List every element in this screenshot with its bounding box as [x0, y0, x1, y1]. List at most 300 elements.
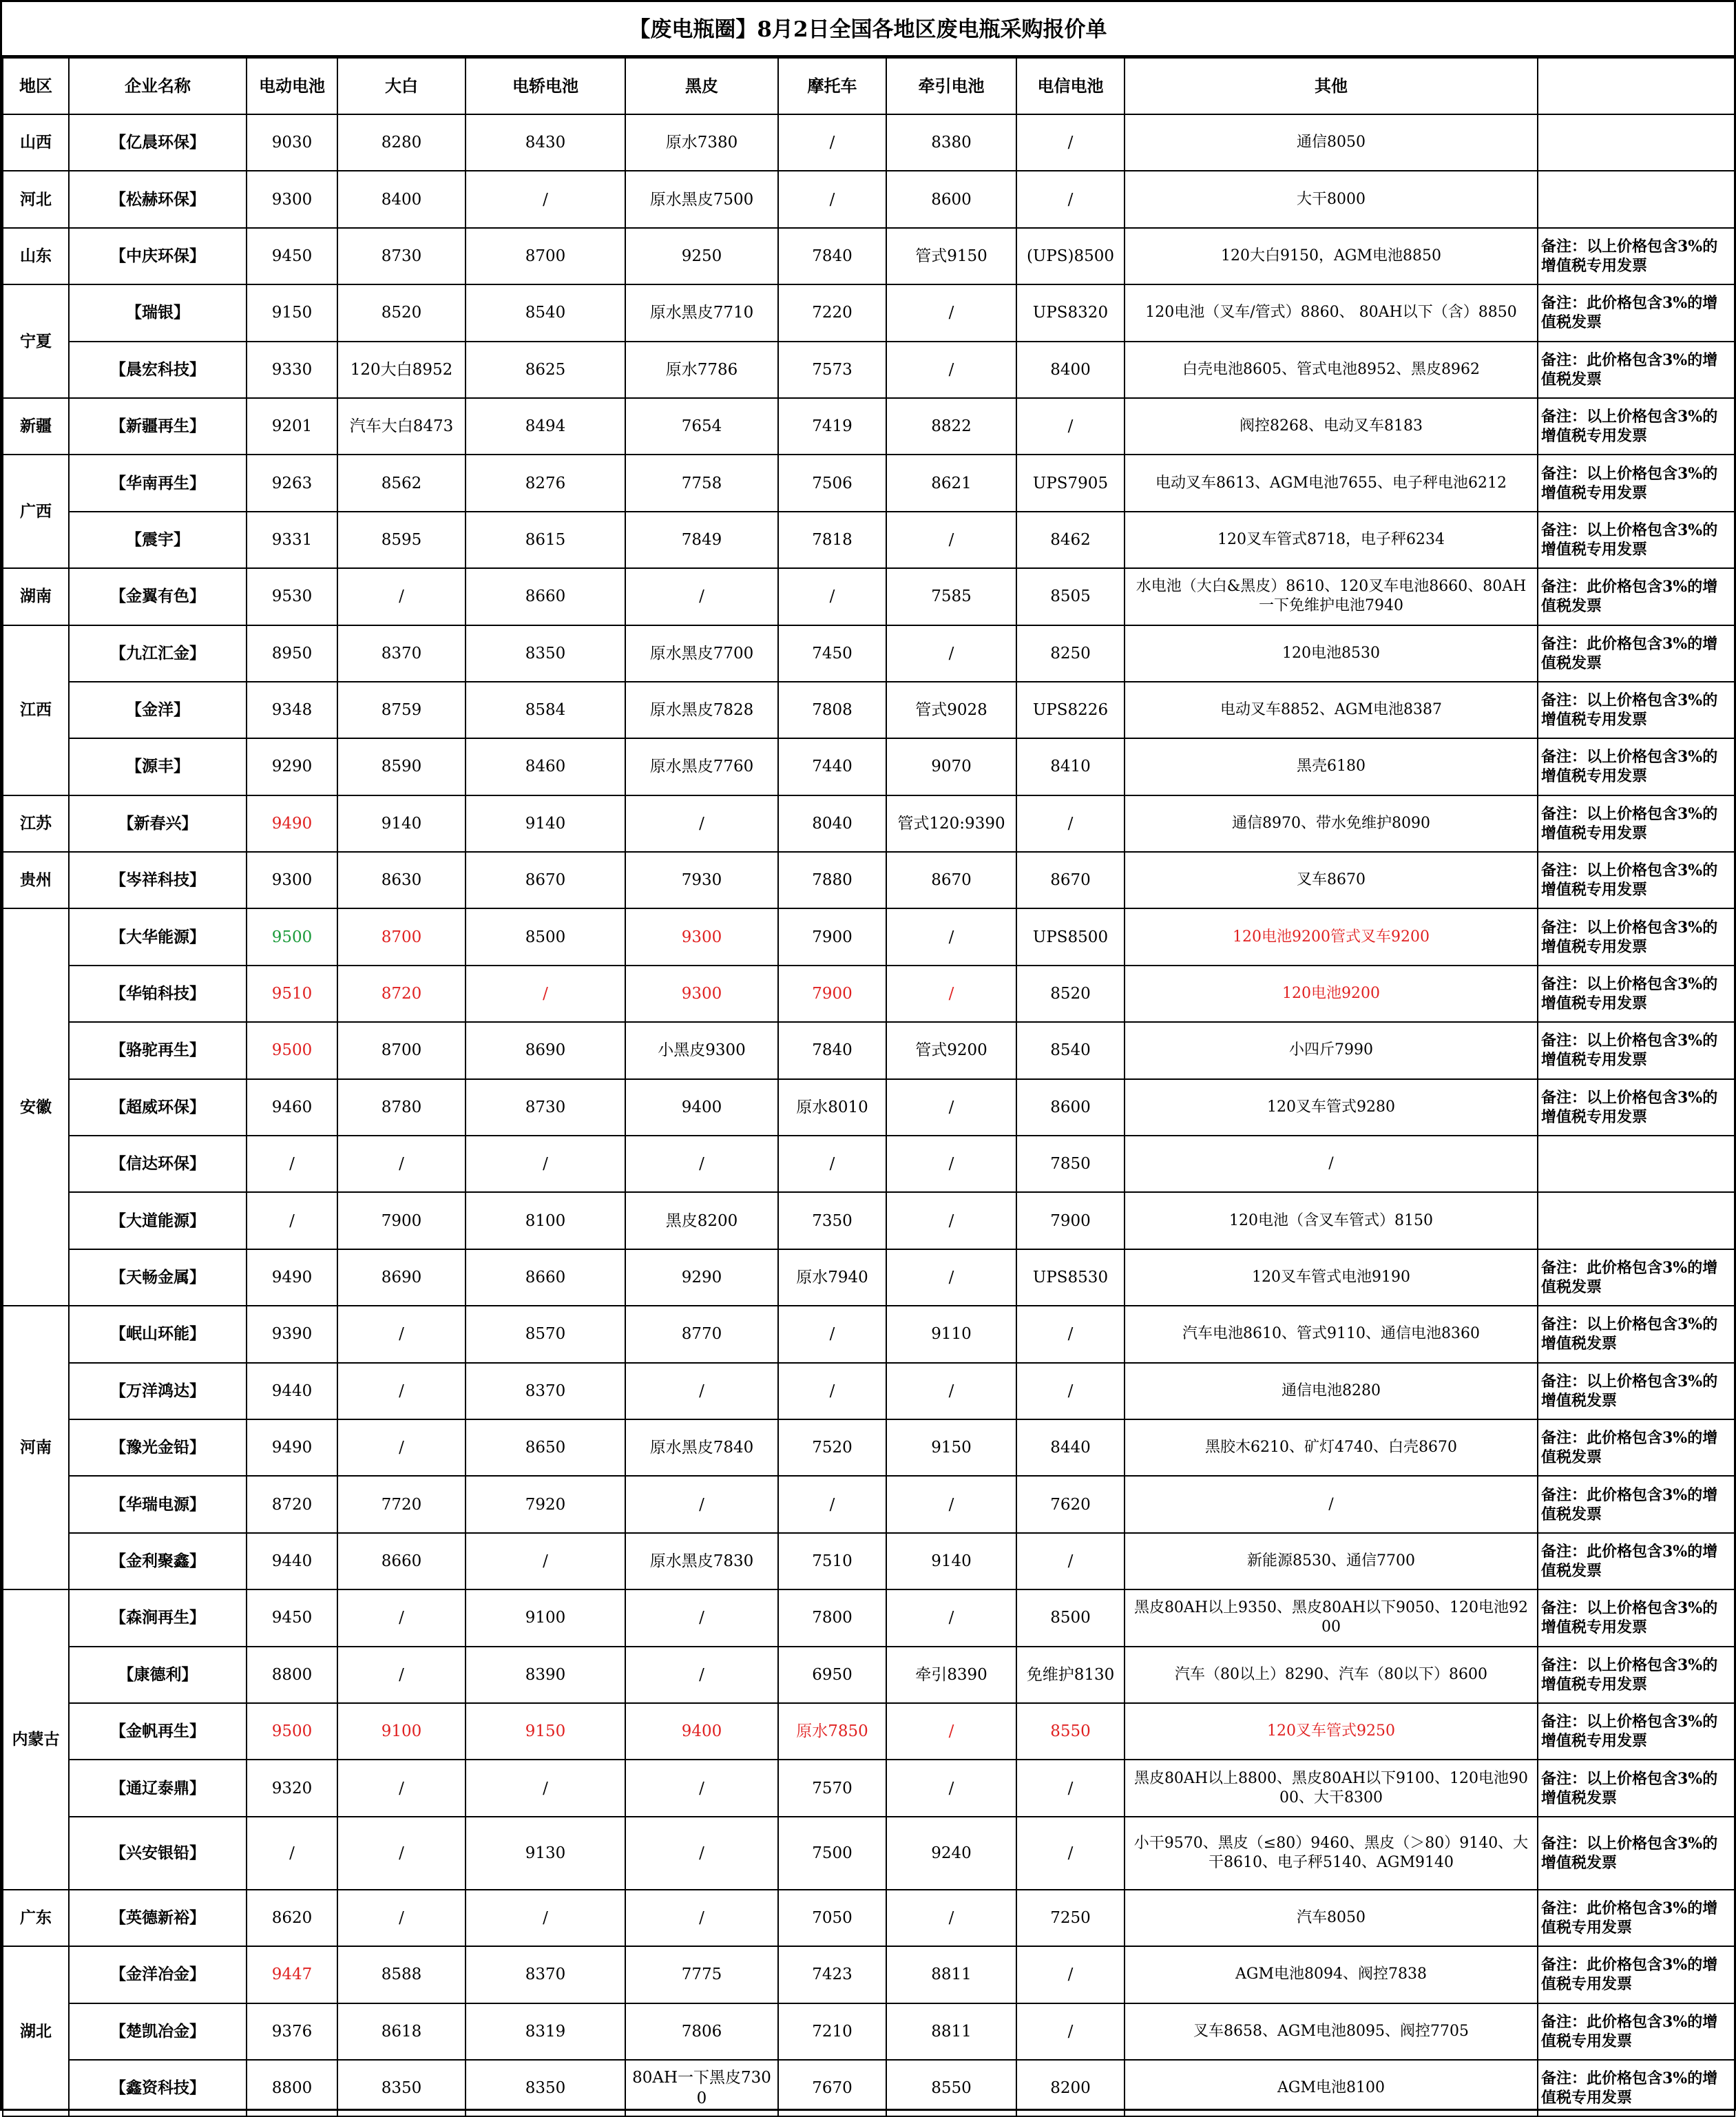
telecom-battery-price: 7620	[1016, 1476, 1125, 1532]
tax-note: 备注：以上价格包含3%的增值税专用发票	[1538, 966, 1735, 1022]
black-shell-price: /	[625, 1890, 778, 1946]
other-prices: 120电池9200	[1125, 966, 1538, 1022]
electric-battery-price: 9390	[247, 1306, 337, 1362]
table-row	[3, 1136, 1735, 1192]
tax-note: 备注：此价格包含3%的增值税专用发票	[1538, 1946, 1735, 2003]
tax-note: 备注：此价格包含3%的增值税专用发票	[1538, 2003, 1735, 2060]
traction-battery-price: /	[886, 1589, 1016, 1646]
electric-battery-price: 9447	[247, 1946, 337, 2003]
motorcycle-price: 7423	[778, 1946, 886, 2003]
region-cell: 宁夏	[3, 284, 69, 398]
electric-battery-price: 9150	[247, 284, 337, 341]
table-row	[3, 852, 1735, 908]
motorcycle-price: /	[778, 171, 886, 227]
white-shell-price: 汽车大白8473	[337, 398, 466, 455]
region-cell: 山西	[3, 114, 69, 171]
region-cell: 贵州	[3, 852, 69, 908]
motorcycle-price: 7840	[778, 1022, 886, 1078]
black-shell-price: 原水黑皮7828	[625, 682, 778, 738]
telecom-battery-price: /	[1016, 795, 1125, 852]
car-battery-price: 8100	[466, 1192, 625, 1249]
company-name: 【骆驼再生】	[69, 1022, 247, 1078]
other-prices: 大干8000	[1125, 171, 1538, 227]
table-row	[3, 682, 1735, 738]
car-battery-price: /	[466, 966, 625, 1022]
company-name: 【晨宏科技】	[69, 342, 247, 398]
black-shell-price: 原水黑皮7840	[625, 1419, 778, 1476]
company-name: 【新春兴】	[69, 795, 247, 852]
car-battery-price: /	[466, 171, 625, 227]
telecom-battery-price: 8250	[1016, 625, 1125, 682]
motorcycle-price: 原水7940	[778, 1249, 886, 1306]
white-shell-price: 8700	[337, 908, 466, 965]
electric-battery-price: 9500	[247, 1703, 337, 1760]
telecom-battery-price: 8500	[1016, 1589, 1125, 1646]
motorcycle-price: 7440	[778, 738, 886, 795]
black-shell-price: 80AH一下黑皮7300	[625, 2060, 778, 2116]
traction-battery-price: /	[886, 1136, 1016, 1192]
car-battery-price: /	[466, 1136, 625, 1192]
motorcycle-price: 7220	[778, 284, 886, 341]
car-battery-price: 8625	[466, 342, 625, 398]
car-battery-price: 8660	[466, 568, 625, 625]
motorcycle-price: /	[778, 1476, 886, 1532]
other-prices: 新能源8530、通信7700	[1125, 1533, 1538, 1589]
table-row	[3, 1760, 1735, 1816]
traction-battery-price: 8621	[886, 455, 1016, 511]
electric-battery-price: 9500	[247, 1022, 337, 1078]
other-prices: 叉车8670	[1125, 852, 1538, 908]
table-row	[3, 1363, 1735, 1419]
price-table	[2, 57, 1735, 2117]
header-car-battery: 电轿电池	[466, 58, 625, 114]
company-name: 【信达环保】	[69, 1136, 247, 1192]
telecom-battery-price: /	[1016, 1760, 1125, 1816]
other-prices: AGM电池8100	[1125, 2060, 1538, 2116]
table-row	[3, 1890, 1735, 1946]
tax-note: 备注：此价格包含3%的增值税发票	[1538, 1419, 1735, 1476]
traction-battery-price: 9110	[886, 1306, 1016, 1362]
table-row	[3, 795, 1735, 852]
table-row	[3, 1476, 1735, 1532]
company-name: 【震宇】	[69, 512, 247, 568]
company-name: 【九江汇金】	[69, 625, 247, 682]
table-row	[3, 512, 1735, 568]
black-shell-price: 9400	[625, 1703, 778, 1760]
car-battery-price: 9100	[466, 1589, 625, 1646]
black-shell-price: /	[625, 1136, 778, 1192]
company-name: 【华铂科技】	[69, 966, 247, 1022]
white-shell-price: /	[337, 1817, 466, 1890]
other-prices: 120叉车管式电池9190	[1125, 1249, 1538, 1306]
table-row	[3, 738, 1735, 795]
car-battery-price: 9140	[466, 795, 625, 852]
company-name: 【华瑞电源】	[69, 1476, 247, 1532]
white-shell-price: 9140	[337, 795, 466, 852]
other-prices: 黑皮80AH以上9350、黑皮80AH以下9050、120电池9200	[1125, 1589, 1538, 1646]
traction-battery-price: 管式120:9390	[886, 795, 1016, 852]
traction-battery-price: /	[886, 1760, 1016, 1816]
electric-battery-price: 9320	[247, 1760, 337, 1816]
region-cell: 湖南	[3, 568, 69, 625]
table-row	[3, 171, 1735, 227]
motorcycle-price: 7450	[778, 625, 886, 682]
other-prices: 通信电池8280	[1125, 1363, 1538, 1419]
black-shell-price: 原水黑皮7710	[625, 284, 778, 341]
white-shell-price: 8720	[337, 966, 466, 1022]
table-row	[3, 455, 1735, 511]
white-shell-price: /	[337, 568, 466, 625]
electric-battery-price: 9440	[247, 1533, 337, 1589]
motorcycle-price: /	[778, 1136, 886, 1192]
table-row	[3, 2060, 1735, 2116]
other-prices: 120叉车管式8718，电子秤6234	[1125, 512, 1538, 568]
tax-note: 备注：此价格包含3%的增值税发票	[1538, 625, 1735, 682]
white-shell-price: 8690	[337, 1249, 466, 1306]
other-prices: 小干9570、黑皮（≤80）9460、黑皮（＞80）9140、大干8610、电子秤5140、AGM9140	[1125, 1817, 1538, 1890]
motorcycle-price: 7670	[778, 2060, 886, 2116]
table-row	[3, 1703, 1735, 1760]
car-battery-price: 8350	[466, 2060, 625, 2116]
other-prices: 小四斤7990	[1125, 1022, 1538, 1078]
table-row	[3, 1249, 1735, 1306]
telecom-battery-price: 8410	[1016, 738, 1125, 795]
table-row	[3, 1533, 1735, 1589]
region-cell: 安徽	[3, 908, 69, 1306]
tax-note	[1538, 114, 1735, 171]
page-title: 【废电瓶圈】8月2日全国各地区废电瓶采购报价单	[2, 2, 1734, 57]
company-name: 【天畅金属】	[69, 1249, 247, 1306]
black-shell-price: 7806	[625, 2003, 778, 2060]
company-name: 【金翼有色】	[69, 568, 247, 625]
traction-battery-price: 8811	[886, 1946, 1016, 2003]
white-shell-price: 8759	[337, 682, 466, 738]
electric-battery-price: 9490	[247, 795, 337, 852]
other-prices: 叉车8658、AGM电池8095、阀控7705	[1125, 2003, 1538, 2060]
electric-battery-price: 9300	[247, 171, 337, 227]
black-shell-price: 原水黑皮7760	[625, 738, 778, 795]
car-battery-price: 8370	[466, 1363, 625, 1419]
car-battery-price: /	[466, 1533, 625, 1589]
white-shell-price: 8280	[337, 114, 466, 171]
company-name: 【金洋冶金】	[69, 1946, 247, 2003]
traction-battery-price: /	[886, 1363, 1016, 1419]
company-name: 【森涧再生】	[69, 1589, 247, 1646]
region-cell: 山东	[3, 228, 69, 284]
region-cell: 内蒙古	[3, 1589, 69, 1890]
telecom-battery-price: /	[1016, 114, 1125, 171]
other-prices: 120电池9200管式叉车9200	[1125, 908, 1538, 965]
black-shell-price: 8770	[625, 1306, 778, 1362]
electric-battery-price: 9331	[247, 512, 337, 568]
table-row	[3, 1192, 1735, 1249]
region-cell: 河南	[3, 1306, 69, 1589]
motorcycle-price: 7880	[778, 852, 886, 908]
car-battery-price: 8660	[466, 1249, 625, 1306]
header-other: 其他	[1125, 58, 1538, 114]
other-prices: 水电池（大白&黑皮）8610、120叉车电池8660、80AH一下免维护电池7940	[1125, 568, 1538, 625]
motorcycle-price: 7808	[778, 682, 886, 738]
motorcycle-price: 6950	[778, 1647, 886, 1703]
telecom-battery-price: /	[1016, 398, 1125, 455]
car-battery-price: 8276	[466, 455, 625, 511]
white-shell-price: 8350	[337, 2060, 466, 2116]
traction-battery-price: 9070	[886, 738, 1016, 795]
motorcycle-price: 7506	[778, 455, 886, 511]
other-prices: 黑皮80AH以上8800、黑皮80AH以下9100、120电池9000、大干8300	[1125, 1760, 1538, 1816]
car-battery-price: 7920	[466, 1476, 625, 1532]
company-name: 【瑞银】	[69, 284, 247, 341]
tax-note: 备注：以上价格包含3%的增值税专用发票	[1538, 795, 1735, 852]
black-shell-price: 9250	[625, 228, 778, 284]
electric-battery-price: 9201	[247, 398, 337, 455]
header-white-shell: 大白	[337, 58, 466, 114]
traction-battery-price: /	[886, 1249, 1016, 1306]
black-shell-price: 7758	[625, 455, 778, 511]
company-name: 【康德利】	[69, 1647, 247, 1703]
white-shell-price: 8588	[337, 1946, 466, 2003]
tax-note: 备注：以上价格包含3%的增值税发票	[1538, 1760, 1735, 1816]
car-battery-price: 8700	[466, 228, 625, 284]
black-shell-price: 9300	[625, 966, 778, 1022]
company-name: 【新疆再生】	[69, 398, 247, 455]
table-row	[3, 1022, 1735, 1078]
electric-battery-price: 8800	[247, 1647, 337, 1703]
electric-battery-price: 9290	[247, 738, 337, 795]
electric-battery-price: 8800	[247, 2060, 337, 2116]
company-name: 【楚凯冶金】	[69, 2003, 247, 2060]
white-shell-price: /	[337, 1363, 466, 1419]
electric-battery-price: 9490	[247, 1249, 337, 1306]
car-battery-price: /	[466, 1890, 625, 1946]
motorcycle-price: 7210	[778, 2003, 886, 2060]
telecom-battery-price: UPS8530	[1016, 1249, 1125, 1306]
traction-battery-price: /	[886, 1079, 1016, 1136]
table-row	[3, 625, 1735, 682]
telecom-battery-price: UPS8500	[1016, 908, 1125, 965]
company-name: 【源丰】	[69, 738, 247, 795]
tax-note: 备注：以上价格包含3%的增值税专用发票	[1538, 1703, 1735, 1760]
motorcycle-price: 7900	[778, 908, 886, 965]
traction-battery-price: 8811	[886, 2003, 1016, 2060]
header-company: 企业名称	[69, 58, 247, 114]
car-battery-price: 8615	[466, 512, 625, 568]
car-battery-price: 8494	[466, 398, 625, 455]
telecom-battery-price: /	[1016, 1946, 1125, 2003]
telecom-battery-price: UPS8226	[1016, 682, 1125, 738]
table-row	[3, 114, 1735, 171]
traction-battery-price: 管式9150	[886, 228, 1016, 284]
tax-note: 备注：以上价格包含3%的增值税专用发票	[1538, 1022, 1735, 1078]
tax-note: 备注：以上价格包含3%的增值税发票	[1538, 1363, 1735, 1419]
table-row	[3, 342, 1735, 398]
company-name: 【豫光金铅】	[69, 1419, 247, 1476]
white-shell-price: 8660	[337, 1533, 466, 1589]
white-shell-price: /	[337, 1419, 466, 1476]
traction-battery-price: 8380	[886, 114, 1016, 171]
company-name: 【岑祥科技】	[69, 852, 247, 908]
company-name: 【兴安银铅】	[69, 1817, 247, 1890]
traction-battery-price: 9140	[886, 1533, 1016, 1589]
table-row	[3, 2003, 1735, 2060]
telecom-battery-price: 8540	[1016, 1022, 1125, 1078]
electric-battery-price: 9376	[247, 2003, 337, 2060]
black-shell-price: 9290	[625, 1249, 778, 1306]
car-battery-price: 9130	[466, 1817, 625, 1890]
traction-battery-price: /	[886, 966, 1016, 1022]
car-battery-price: 8650	[466, 1419, 625, 1476]
other-prices: 黑壳6180	[1125, 738, 1538, 795]
other-prices: /	[1125, 1476, 1538, 1532]
motorcycle-price: /	[778, 114, 886, 171]
white-shell-price: 120大白8952	[337, 342, 466, 398]
table-row	[3, 908, 1735, 965]
other-prices: 120叉车管式9250	[1125, 1703, 1538, 1760]
electric-battery-price: 9030	[247, 114, 337, 171]
white-shell-price: 8590	[337, 738, 466, 795]
tax-note: 备注：以上价格包含3%的增值税专用发票	[1538, 455, 1735, 511]
telecom-battery-price: /	[1016, 1817, 1125, 1890]
white-shell-price: /	[337, 1589, 466, 1646]
telecom-battery-price: (UPS)8500	[1016, 228, 1125, 284]
telecom-battery-price: UPS7905	[1016, 455, 1125, 511]
telecom-battery-price: 8550	[1016, 1703, 1125, 1760]
region-cell: 江西	[3, 625, 69, 795]
telecom-battery-price: /	[1016, 171, 1125, 227]
electric-battery-price: 8950	[247, 625, 337, 682]
car-battery-price: 8540	[466, 284, 625, 341]
motorcycle-price: 7520	[778, 1419, 886, 1476]
electric-battery-price: 8620	[247, 1890, 337, 1946]
tax-note: 备注：此价格包含3%的增值税发票	[1538, 568, 1735, 625]
car-battery-price: 8670	[466, 852, 625, 908]
company-name: 【超威环保】	[69, 1079, 247, 1136]
motorcycle-price: /	[778, 1363, 886, 1419]
tax-note: 备注：此价格包含3%的增值税专用发票	[1538, 2060, 1735, 2116]
traction-battery-price: 牵引8390	[886, 1647, 1016, 1703]
telecom-battery-price: 8520	[1016, 966, 1125, 1022]
white-shell-price: 7720	[337, 1476, 466, 1532]
header-black-shell: 黑皮	[625, 58, 778, 114]
tax-note	[1538, 1192, 1735, 1249]
company-name: 【鑫资科技】	[69, 2060, 247, 2116]
telecom-battery-price: /	[1016, 1533, 1125, 1589]
motorcycle-price: 7570	[778, 1760, 886, 1816]
region-cell: 湖北	[3, 1946, 69, 2116]
other-prices: 通信8970、带水免维护8090	[1125, 795, 1538, 852]
black-shell-price: /	[625, 1647, 778, 1703]
tax-note	[1538, 171, 1735, 227]
traction-battery-price: /	[886, 284, 1016, 341]
table-row	[3, 1946, 1735, 2003]
table-row	[3, 1306, 1735, 1362]
motorcycle-price: 7050	[778, 1890, 886, 1946]
car-battery-price: 9150	[466, 1703, 625, 1760]
tax-note: 备注：此价格包含3%的增值税发票	[1538, 1249, 1735, 1306]
traction-battery-price: 8600	[886, 171, 1016, 227]
tax-note: 备注：此价格包含3%的增值税发票	[1538, 1533, 1735, 1589]
tax-note: 备注：以上价格包含3%的增值税专用发票	[1538, 852, 1735, 908]
telecom-battery-price: 8400	[1016, 342, 1125, 398]
table-body	[3, 114, 1735, 2116]
telecom-battery-price: /	[1016, 1363, 1125, 1419]
tax-note: 备注：以上价格包含3%的增值税专用发票	[1538, 512, 1735, 568]
black-shell-price: 原水7786	[625, 342, 778, 398]
company-name: 【英德新裕】	[69, 1890, 247, 1946]
telecom-battery-price: /	[1016, 1306, 1125, 1362]
black-shell-price: /	[625, 568, 778, 625]
traction-battery-price: 8550	[886, 2060, 1016, 2116]
header-telecom-battery: 电信电池	[1016, 58, 1125, 114]
black-shell-price: 原水黑皮7500	[625, 171, 778, 227]
telecom-battery-price: 8462	[1016, 512, 1125, 568]
car-battery-price: 8350	[466, 625, 625, 682]
other-prices: 电动叉车8613、AGM电池7655、电子秤电池6212	[1125, 455, 1538, 511]
tax-note: 备注：此价格包含3%的增值税发票	[1538, 342, 1735, 398]
other-prices: AGM电池8094、阀控7838	[1125, 1946, 1538, 2003]
white-shell-price: 8618	[337, 2003, 466, 2060]
motorcycle-price: 7419	[778, 398, 886, 455]
tax-note: 备注：以上价格包含3%的增值税专用发票	[1538, 1079, 1735, 1136]
region-cell: 广东	[3, 1890, 69, 1946]
company-name: 【金利聚鑫】	[69, 1533, 247, 1589]
black-shell-price: 7775	[625, 1946, 778, 2003]
telecom-battery-price: 8670	[1016, 852, 1125, 908]
tax-note: 备注：以上价格包含3%的增值税专用发票	[1538, 682, 1735, 738]
other-prices: 120电池（叉车/管式）8860、 80AH以下（含）8850	[1125, 284, 1538, 341]
company-name: 【岷山环能】	[69, 1306, 247, 1362]
traction-battery-price: /	[886, 1703, 1016, 1760]
header-motorcycle: 摩托车	[778, 58, 886, 114]
company-name: 【大道能源】	[69, 1192, 247, 1249]
electric-battery-price: /	[247, 1192, 337, 1249]
header-notes	[1538, 58, 1735, 114]
telecom-battery-price: 7900	[1016, 1192, 1125, 1249]
traction-battery-price: 9150	[886, 1419, 1016, 1476]
header-traction-battery: 牵引电池	[886, 58, 1016, 114]
tax-note: 备注：此价格包含3%的增值税专用发票	[1538, 1890, 1735, 1946]
electric-battery-price: 9450	[247, 1589, 337, 1646]
white-shell-price: 8780	[337, 1079, 466, 1136]
tax-note: 备注：以上价格包含3%的增值税专用发票	[1538, 738, 1735, 795]
traction-battery-price: 9240	[886, 1817, 1016, 1890]
tax-note: 备注：以上价格包含3%的增值税发票	[1538, 1817, 1735, 1890]
tax-note: 备注：以上价格包含3%的增值税专用发票	[1538, 1647, 1735, 1703]
white-shell-price: /	[337, 1890, 466, 1946]
black-shell-price: 小黑皮9300	[625, 1022, 778, 1078]
motorcycle-price: /	[778, 1306, 886, 1362]
other-prices: 120大白9150，AGM电池8850	[1125, 228, 1538, 284]
car-battery-price: /	[466, 1760, 625, 1816]
region-cell: 江苏	[3, 795, 69, 852]
electric-battery-price: 9530	[247, 568, 337, 625]
car-battery-price: 8370	[466, 1946, 625, 2003]
black-shell-price: /	[625, 1476, 778, 1532]
motorcycle-price: 7500	[778, 1817, 886, 1890]
white-shell-price: 7900	[337, 1192, 466, 1249]
electric-battery-price: 9450	[247, 228, 337, 284]
electric-battery-price: 9490	[247, 1419, 337, 1476]
tax-note	[1538, 1136, 1735, 1192]
telecom-battery-price: 免维护8130	[1016, 1647, 1125, 1703]
motorcycle-price: 8040	[778, 795, 886, 852]
tax-note: 备注：此价格包含3%的增值税发票	[1538, 1476, 1735, 1532]
traction-battery-price: /	[886, 908, 1016, 965]
company-name: 【亿晨环保】	[69, 114, 247, 171]
table-row	[3, 966, 1735, 1022]
telecom-battery-price: 7250	[1016, 1890, 1125, 1946]
other-prices: 白壳电池8605、管式电池8952、黑皮8962	[1125, 342, 1538, 398]
